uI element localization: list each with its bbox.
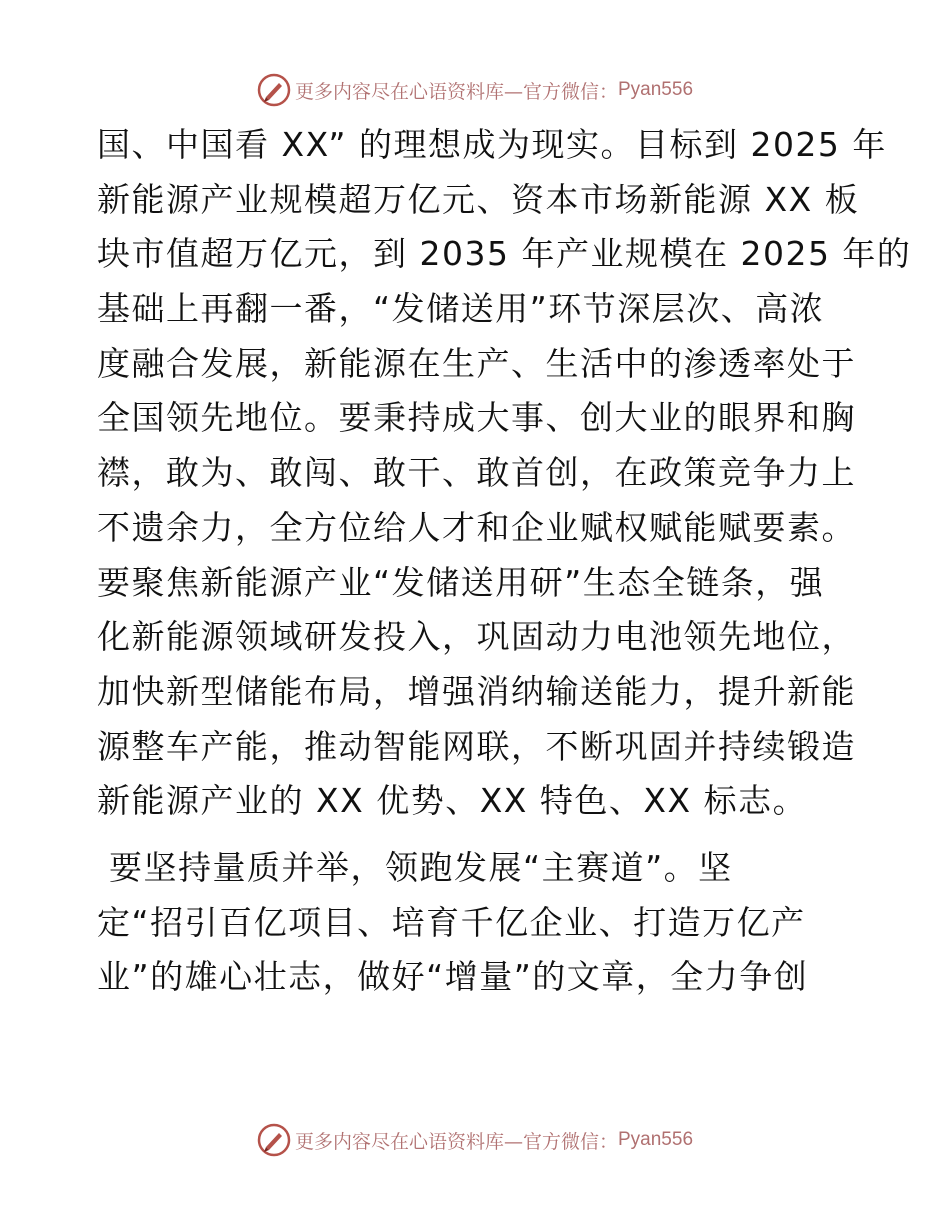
text-line: 度融合发展，新能源在生产、生活中的渗透率处于 bbox=[97, 343, 856, 383]
footer-banner-text: 更多内容尽在心语资料库—官方微信： bbox=[294, 1130, 618, 1153]
text-line: 不遗余力，全方位给人才和企业赋权赋能赋要素。 bbox=[97, 507, 856, 547]
text-line: 要坚持量质并举，领跑发展“主赛道”。坚 bbox=[97, 847, 733, 887]
text-line: 基础上再翻一番，“发储送用”环节深层次、高浓 bbox=[97, 289, 825, 329]
text-line: 新能源产业的 XX 优势、XX 特色、XX 标志。 bbox=[97, 781, 808, 821]
text-line: 襟，敢为、敢闯、敢干、敢首创，在政策竞争力上 bbox=[97, 453, 856, 493]
text-line: 源整车产能，推动智能网联，不断巩固并持续锻造 bbox=[97, 726, 856, 766]
text-line: 国、中国看 XX” 的理想成为现实。目标到 2025 年 bbox=[97, 125, 887, 164]
paragraph-1 bbox=[97, 118, 912, 829]
text-line: 加快新型储能布局，增强消纳输送能力，提升新能 bbox=[97, 671, 856, 711]
paragraph-2 bbox=[97, 841, 857, 1005]
text-line: 新能源产业规模超万亿元、资本市场新能源 XX 板 bbox=[97, 179, 860, 219]
text-line: 要聚焦新能源产业“发储送用研”生态全链条，强 bbox=[97, 562, 825, 602]
pen-logo-icon bbox=[257, 73, 291, 107]
text-line: 块市值超万亿元，到 2035 年产业规模在 2025 年的 bbox=[97, 234, 912, 274]
paragraph-gap bbox=[97, 829, 857, 841]
text-line: 定“招引百亿项目、培育千亿企业、打造万亿产 bbox=[97, 902, 806, 942]
footer-banner-contact: Pyan556 bbox=[618, 1129, 694, 1150]
text-line: 业”的雄心壮志，做好“增量”的文章，全力争创 bbox=[97, 957, 809, 997]
text-line: 化新能源领域研发投入，巩固动力电池领先地位， bbox=[97, 617, 856, 657]
pen-logo-icon bbox=[257, 1123, 291, 1157]
document-body bbox=[97, 118, 912, 1005]
header-banner-text: 更多内容尽在心语资料库—官方微信： bbox=[294, 80, 618, 103]
header-banner-contact: Pyan556 bbox=[618, 79, 694, 100]
footer-banner bbox=[0, 1120, 950, 1160]
header-banner bbox=[0, 70, 950, 110]
text-line: 全国领先地位。要秉持成大事、创大业的眼界和胸 bbox=[97, 398, 856, 438]
